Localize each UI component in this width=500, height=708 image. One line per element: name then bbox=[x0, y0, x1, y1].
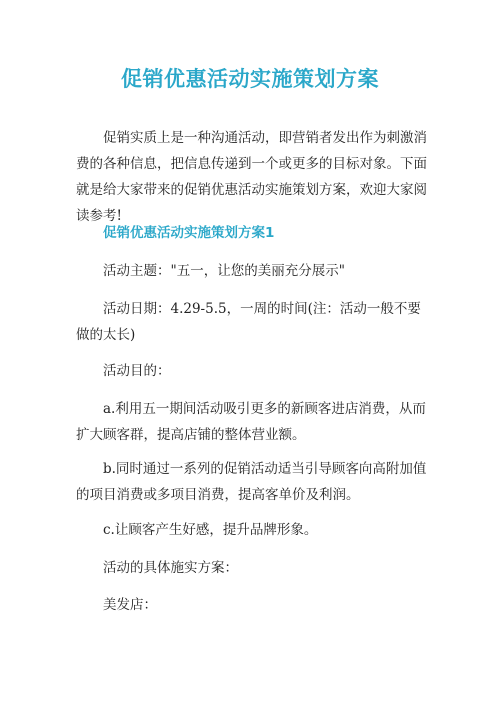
purpose-item-c: c.让顾客产生好感，提升品牌形象。 bbox=[103, 522, 318, 538]
salon-label: 美发店： bbox=[103, 597, 157, 613]
section-heading: 促销优惠活动实施策划方案1 bbox=[103, 225, 275, 241]
plan-label: 活动的具体施实方案： bbox=[103, 560, 238, 576]
intro-paragraph: 促销实质上是一种沟通活动，即营销者发出作为刺激消费的各种信息，把信息传递到一个或更多的目标对象。下面就是给大家带来的促销优惠活动实施策划方案，欢迎大家阅读参考! bbox=[76, 130, 427, 224]
document-title: 促销优惠活动实施策划方案 bbox=[121, 67, 379, 91]
activity-date: 活动日期：4.29-5.5，一周的时间(注：活动一般不要做的太长) bbox=[76, 301, 421, 343]
purpose-label: 活动目的： bbox=[103, 363, 171, 379]
activity-theme: 活动主题："五一，让您的美丽充分展示" bbox=[103, 263, 345, 279]
purpose-item-b: b.同时通过一系列的促销活动适当引导顾客向高附加值的项目消费或多项目消费，提高客单价及利润。 bbox=[76, 461, 427, 503]
purpose-item-a: a.利用五一期间活动吸引更多的新顾客进店消费，从而扩大顾客群，提高店铺的整体营业额。 bbox=[76, 401, 426, 443]
